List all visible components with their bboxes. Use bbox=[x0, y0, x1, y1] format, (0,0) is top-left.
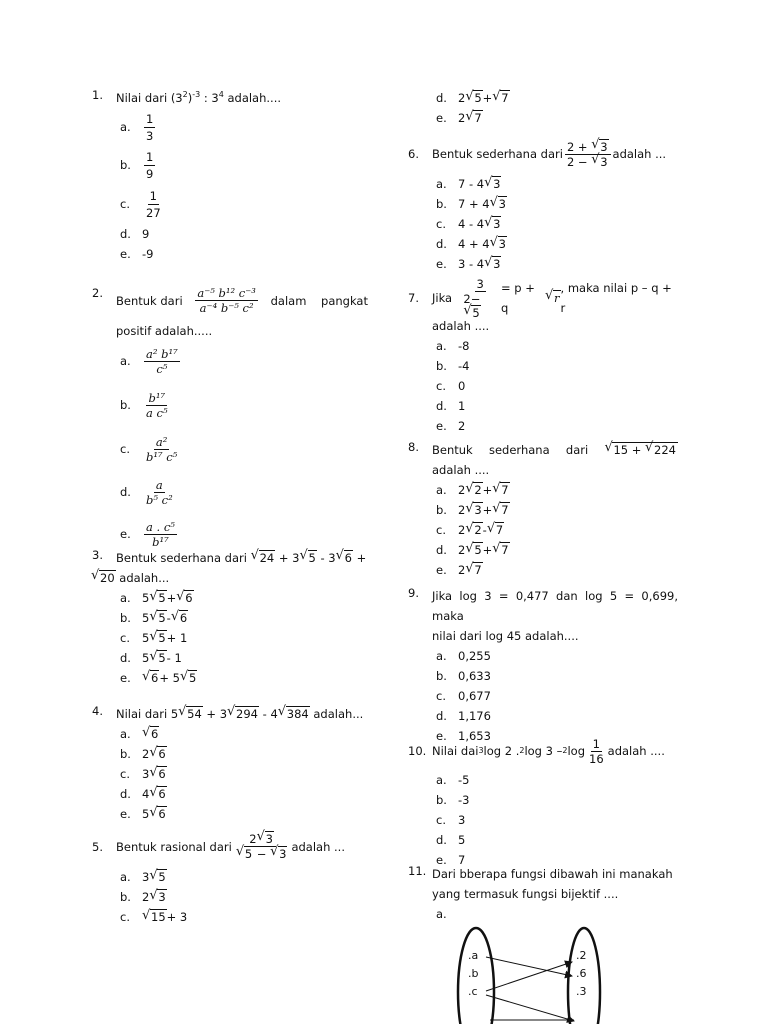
option-d: d. 5 √ 5 - 1 bbox=[120, 648, 368, 668]
domain-item: .a bbox=[468, 949, 479, 962]
codomain-item: .2 bbox=[576, 949, 587, 962]
option-e: e. 2 √ 7 bbox=[436, 108, 678, 128]
option-e: e. √ 6 + 5 √ 5 bbox=[120, 668, 368, 688]
option-e: e. 7 bbox=[436, 853, 466, 867]
option-a: a. 3 √ 5 bbox=[120, 867, 368, 887]
option-d: d. 4 + 4 √ 3 bbox=[436, 234, 678, 254]
right-column bbox=[408, 88, 678, 924]
option-d: d. 2 √ 5 + √ 7 bbox=[436, 88, 678, 108]
question-number: 2. bbox=[92, 286, 103, 300]
option-list bbox=[436, 336, 678, 436]
domain-item: .c bbox=[468, 985, 478, 998]
question-number: 7. bbox=[408, 291, 419, 305]
option-e: e. 3 - 4 √ 3 bbox=[436, 254, 678, 274]
codomain-item: .3 bbox=[576, 985, 587, 998]
option-b: b. 7 + 4 √ 3 bbox=[436, 194, 678, 214]
domain-item: .b bbox=[468, 967, 479, 980]
question-text-line2: adalah .... bbox=[432, 319, 490, 333]
mapping-arrow bbox=[486, 995, 574, 1021]
option-c: c. $\frac{\text{a²}}{\text{b¹⁷ c⁵}}$ bbox=[120, 434, 178, 464]
option-c: c. √ 15 + 3 bbox=[120, 907, 368, 927]
question-5-continued bbox=[436, 88, 678, 134]
question-10 bbox=[408, 732, 678, 867]
option-c: c. $\frac{1}{27}$ bbox=[120, 188, 161, 220]
option-c: c. 0,677 bbox=[436, 689, 491, 703]
option-a: a. -8 bbox=[436, 339, 470, 353]
option-e: e. 2 √ 7 bbox=[436, 560, 678, 580]
question-text: Bentuk sederhana dari √ 15 + √ 224 bbox=[432, 440, 678, 460]
question-number: 4. bbox=[92, 704, 103, 718]
question-8 bbox=[408, 440, 678, 586]
option-d: d. $\frac{a}{\text{b⁵ c²}}$ bbox=[120, 477, 173, 507]
option-d: d. 4 √ 6 bbox=[120, 784, 368, 804]
question-9 bbox=[408, 586, 678, 743]
option-b: b. 2 √ 3 + √ 7 bbox=[436, 500, 678, 520]
option-a: a. $\frac{\text{a² b¹⁷}}{\text{c⁵}}$ bbox=[120, 346, 178, 376]
option-a: a. 0,255 bbox=[436, 649, 491, 663]
question-text-line2: adalah .... bbox=[432, 463, 490, 477]
option-a: a. -5 bbox=[436, 773, 470, 787]
option-c: c. 3 bbox=[436, 813, 466, 827]
option-list bbox=[436, 770, 678, 870]
option-d: d. 2 √ 5 + √ 7 bbox=[436, 540, 678, 560]
question-7 bbox=[408, 276, 678, 440]
option-a: a. $\frac{1}{3}$ bbox=[120, 111, 154, 143]
question-4 bbox=[92, 704, 368, 828]
option-d: d. 1,176 bbox=[436, 709, 491, 723]
option-b: b. -4 bbox=[436, 359, 470, 373]
option-e: e. $\frac{\text{a . c⁵}}{\text{b¹⁷}}$ bbox=[120, 519, 175, 549]
left-column bbox=[92, 88, 368, 927]
option-list bbox=[436, 904, 678, 924]
question-1 bbox=[92, 88, 368, 286]
question-3 bbox=[92, 548, 368, 704]
option-list bbox=[120, 108, 368, 264]
option-e: e. 1,653 bbox=[436, 729, 491, 743]
question-number: 8. bbox=[408, 440, 419, 454]
question-text: Dari bberapa fungsi dibawah ini manakah yang termasuk fungsi bijektif .... bbox=[432, 867, 673, 901]
option-b: b. $\frac{\text{b¹⁷}}{\text{a c⁵}}$ bbox=[120, 390, 168, 420]
option-e: e. 5 √ 6 bbox=[120, 804, 368, 824]
option-c: c. 5 √ 5 + 1 bbox=[120, 628, 368, 648]
option-d: d. 1 bbox=[436, 399, 466, 413]
question-number: 5. bbox=[92, 839, 103, 854]
option-b: b. 0,633 bbox=[436, 669, 491, 683]
question-text: Jika $\frac{3}{2-√ 5}$ = p + q √ r , maka nilai p – q + r bbox=[432, 277, 678, 320]
option-a: a. √ 6 bbox=[120, 724, 368, 744]
question-number: 3. bbox=[92, 548, 103, 562]
option-b: b. 5 √ 5 - √ 6 bbox=[120, 608, 368, 628]
option-a: a. 2 √ 2 + √ 7 bbox=[436, 480, 678, 500]
option-a: a. bbox=[436, 907, 447, 921]
question-text: Bentuk sederhana dari $\frac{2 + √ 3}{2 - √ 3}$ adalah ... bbox=[432, 140, 678, 169]
question-number: 9. bbox=[408, 586, 419, 600]
question-5 bbox=[92, 832, 368, 927]
option-e: e. 2 bbox=[436, 419, 466, 433]
question-text: Nilai dari 5√ 54 + 3√ 294 - 4√ 384 adalah... bbox=[116, 704, 368, 724]
option-b: b. 2 √ 3 bbox=[120, 887, 368, 907]
option-c: c. 0 bbox=[436, 379, 466, 393]
option-list bbox=[120, 588, 368, 688]
option-d: d. 5 bbox=[436, 833, 466, 847]
option-c: c. 4 - 4 √ 3 bbox=[436, 214, 678, 234]
question-text: Nilai dari $(3^2)^{-3}$ : $3^4$ adalah.... bbox=[116, 90, 282, 105]
option-c: c. 3 √ 6 bbox=[120, 764, 368, 784]
option-list bbox=[120, 867, 368, 927]
question-11 bbox=[408, 864, 678, 924]
codomain-item: .6 bbox=[576, 967, 587, 980]
option-list bbox=[436, 174, 678, 274]
option-b: b. $\frac{1}{9}$ bbox=[120, 149, 154, 181]
option-a: a. 7 - 4 √ 3 bbox=[436, 174, 678, 194]
question-number: 6. bbox=[408, 147, 419, 161]
question-number: 11. bbox=[408, 864, 427, 878]
option-d: d. 9 bbox=[120, 227, 150, 241]
option-b: b. -3 bbox=[436, 793, 470, 807]
question-text: Bentuk rasional dari 2√ 3 √ 5 − √ 3 adalah ... bbox=[116, 832, 368, 861]
option-list bbox=[120, 724, 368, 824]
question-text: Nilai dai 3 log 2 . 2 log 3 – 2 log $\frac{1}{16}$ adalah .... bbox=[432, 736, 665, 766]
option-c: c. 2 √ 2 - √ 7 bbox=[436, 520, 678, 540]
question-text: Bentuk sederhana dari √ 24 + 3√ 5 - 3√ 6 + √ 20 adalah... bbox=[116, 548, 368, 588]
option-a: a. 5 √ 5 + √ 6 bbox=[120, 588, 368, 608]
question-number: 10. bbox=[408, 744, 427, 758]
question-2 bbox=[92, 286, 368, 548]
question-number: 1. bbox=[92, 88, 103, 102]
question-6 bbox=[408, 134, 678, 280]
question-text: Jika log 3 = 0,477 dan log 5 = 0,699, maka nilai dari log 45 adalah.... bbox=[432, 589, 678, 643]
question-text: Bentuk dari $\frac{\text{a⁻⁵ b¹² c⁻³}}{\text{a⁻⁴ b⁻⁵ c²}}$ dalam pangkat positif adalah..... bbox=[116, 286, 368, 338]
option-b: b. 2 √ 6 bbox=[120, 744, 368, 764]
mapping-diagram bbox=[440, 922, 620, 1024]
option-list bbox=[436, 646, 678, 746]
option-e: e. -9 bbox=[120, 247, 154, 261]
option-list bbox=[436, 480, 678, 580]
option-list bbox=[120, 339, 368, 555]
